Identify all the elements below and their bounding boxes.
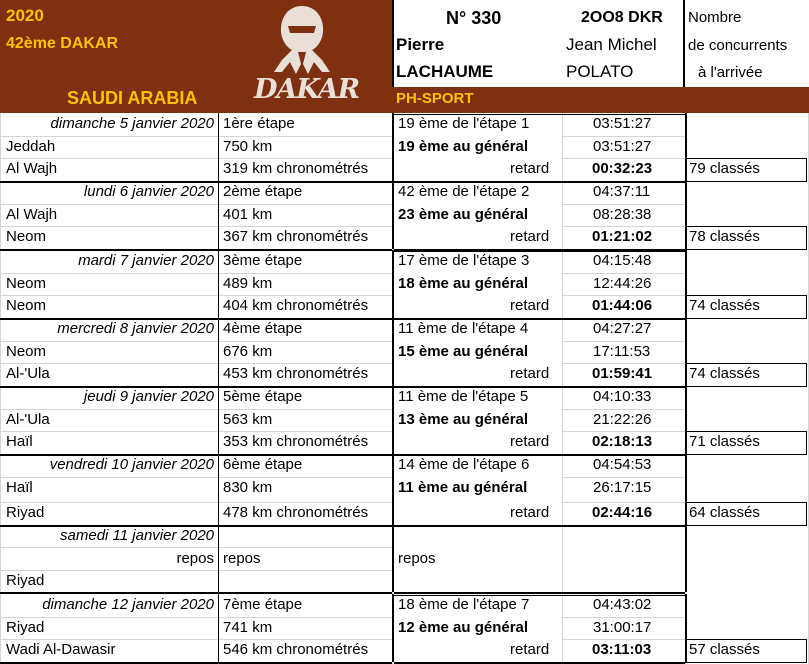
grid-line [0, 341, 392, 342]
stage-6-from: Haïl [6, 479, 33, 496]
box-border [685, 662, 807, 663]
stage-6-date: vendredi 10 janvier 2020 [49, 456, 214, 473]
stage-3-retard-label: retard [510, 297, 550, 314]
box-border [394, 525, 685, 527]
box-border [806, 226, 807, 249]
box-border [806, 363, 807, 386]
stage-4-stage-time: 04:27:27 [593, 320, 652, 337]
stage-5-timed-distance: 353 km chronométrés [223, 433, 369, 450]
stage-1-to: Al Wajh [6, 160, 58, 177]
grid-line [0, 570, 392, 571]
grid-line [0, 204, 392, 205]
stage-6-distance: 830 km [223, 479, 273, 496]
box-border [392, 318, 394, 386]
stage-4-stage: 4ème étape [223, 320, 303, 337]
stage-3-general-rank: 18 ème au général [398, 275, 529, 292]
grid-line [0, 409, 392, 410]
box-border [392, 250, 394, 318]
stage-1-classified: 79 classés [689, 160, 760, 177]
stage-7-retard: 03:11:03 [592, 641, 652, 658]
box-border [685, 386, 687, 454]
grid-line [0, 617, 392, 618]
year-label: 2020 [6, 6, 44, 25]
box-border [392, 181, 394, 249]
stage-6-stage-time: 04:54:53 [593, 456, 652, 473]
grid-line [562, 113, 563, 664]
stage-1-timed-distance: 319 km chronométrés [223, 160, 369, 177]
stage-5-general-rank: 13 ème au général [398, 411, 529, 428]
finishers-title-3: à l'arrivée [698, 64, 763, 81]
col-border [218, 524, 219, 592]
stage-7-stage-time: 04:43:02 [593, 596, 652, 613]
box-border [685, 181, 687, 249]
row-separator [0, 592, 392, 594]
codriver-lastname: POLATO [566, 62, 634, 81]
stage-4-general-time: 17:11:53 [593, 343, 651, 360]
box-border [685, 318, 807, 319]
stage-2-stage-time: 04:37:11 [593, 183, 651, 200]
stage-2-retard-label: retard [510, 228, 550, 245]
stage-1-distance: 750 km [223, 138, 273, 155]
country-label: SAUDI ARABIA [67, 88, 198, 108]
stage-4-date: mercredi 8 janvier 2020 [57, 320, 214, 337]
stage-5-from: Al-'Ula [6, 411, 50, 428]
stage-7-stage-rank: 18 ème de l'étape 7 [398, 596, 530, 613]
stage-6-general-rank: 11 ème au général [398, 479, 528, 496]
box-border [685, 525, 807, 526]
stage-2-stage-rank: 42 ème de l'étape 2 [398, 183, 530, 200]
dakar-logo [252, 2, 360, 108]
stage-2-from: Al Wajh [6, 206, 58, 223]
stage-3-from: Neom [6, 275, 47, 292]
stage-7-to: Wadi Al-Dawasir [6, 641, 116, 658]
stage-3-retard: 01:44:06 [592, 297, 653, 314]
box-border [392, 524, 394, 592]
stage-6-retard: 02:44:16 [592, 504, 653, 521]
vehicle-code: 2OO8 DKR [581, 9, 663, 26]
stage-7-from: Riyad [6, 619, 45, 636]
box-border [685, 249, 807, 250]
rest-place: Riyad [6, 572, 45, 589]
stage-1-retard: 00:32:23 [592, 160, 653, 177]
stage-2-to: Neom [6, 228, 47, 245]
stage-4-to: Al-'Ula [6, 365, 50, 382]
box-border [685, 454, 807, 455]
stage-6-timed-distance: 478 km chronométrés [223, 504, 369, 521]
stage-6-to: Riyad [6, 504, 45, 521]
codriver-firstname: Jean Michel [566, 35, 657, 54]
col-border [218, 318, 219, 386]
stage-4-from: Neom [6, 343, 47, 360]
stage-5-date: jeudi 9 janvier 2020 [83, 388, 214, 405]
stage-7-general-time: 31:00:17 [593, 619, 652, 636]
stage-5-classified: 71 classés [689, 433, 760, 450]
stage-4-timed-distance: 453 km chronométrés [223, 365, 369, 382]
stage-3-classified: 74 classés [689, 297, 760, 314]
col-border [218, 113, 219, 181]
stage-5-stage-time: 04:10:33 [593, 388, 652, 405]
stage-2-classified: 78 classés [689, 228, 760, 245]
box-border [392, 113, 394, 181]
rest-date: samedi 11 janvier 2020 [60, 527, 214, 544]
stage-3-date: mardi 7 janvier 2020 [78, 252, 214, 269]
box-border [806, 158, 807, 181]
stage-7-stage: 7ème étape [223, 596, 303, 613]
stage-3-distance: 489 km [223, 275, 273, 292]
finishers-title-2: de concurrents [688, 37, 788, 54]
stage-3-timed-distance: 404 km chronométrés [223, 297, 369, 314]
grid-line [0, 136, 392, 137]
stage-4-stage-rank: 11 ème de l'étape 4 [398, 320, 529, 337]
box-border [392, 386, 394, 454]
driver-firstname: Pierre [396, 35, 445, 54]
stage-1-stage-rank: 19 ème de l'étape 1 [398, 115, 530, 132]
col-border [218, 181, 219, 249]
stage-1-date: dimanche 5 janvier 2020 [50, 115, 214, 132]
stage-1-from: Jeddah [6, 138, 56, 155]
col-border [218, 250, 219, 318]
grid-line [0, 547, 392, 548]
stage-5-general-time: 21:22:26 [593, 411, 652, 428]
box-border [806, 295, 807, 318]
logo-text: DAKAR [254, 74, 360, 105]
stage-5-distance: 563 km [223, 411, 273, 428]
stage-4-classified: 74 classés [689, 365, 760, 382]
stage-2-general-rank: 23 ème au général [398, 206, 529, 223]
stage-7-general-rank: 12 ème au général [398, 619, 529, 636]
rest-label-a: repos [176, 550, 214, 567]
stage-2-general-time: 08:28:38 [593, 206, 652, 223]
stage-3-stage-rank: 17 ème de l'étape 3 [398, 252, 530, 269]
header-right-band [685, 87, 809, 113]
box-border [685, 386, 807, 387]
stage-7-retard-label: retard [510, 641, 550, 658]
box-border [806, 639, 807, 662]
stage-1-general-time: 03:51:27 [593, 138, 652, 155]
box-border [392, 594, 394, 662]
box-border [392, 454, 394, 525]
stage-7-distance: 741 km [223, 619, 273, 636]
finishers-title-1: Nombre [688, 9, 742, 26]
col-border [218, 454, 219, 525]
stage-4-retard-label: retard [510, 365, 550, 382]
stage-6-stage: 6ème étape [223, 456, 303, 473]
stage-6-general-time: 26:17:15 [593, 479, 652, 496]
grid-line [0, 273, 392, 274]
stage-3-general-time: 12:44:26 [593, 275, 652, 292]
stage-5-stage: 5ème étape [223, 388, 303, 405]
stage-7-timed-distance: 546 km chronométrés [223, 641, 369, 658]
box-border [394, 592, 685, 594]
stage-7-date: dimanche 12 janvier 2020 [42, 596, 214, 613]
box-border [685, 318, 687, 386]
stage-5-to: Haïl [6, 433, 33, 450]
stage-3-to: Neom [6, 297, 47, 314]
stage-2-retard: 01:21:02 [592, 228, 653, 245]
stage-6-retard-label: retard [510, 504, 550, 521]
col-border [218, 594, 219, 662]
stage-1-general-rank: 19 ème au général [398, 138, 529, 155]
rest-label-b: repos [223, 550, 261, 567]
stage-3-stage: 3ème étape [223, 252, 303, 269]
stage-1-stage-time: 03:51:27 [593, 115, 652, 132]
rest-label-c: repos [398, 550, 436, 567]
box-border [685, 524, 687, 592]
stage-3-stage-time: 04:15:48 [593, 252, 652, 269]
vehicle-number: N° 330 [446, 8, 502, 28]
stage-2-distance: 401 km [223, 206, 273, 223]
stage-6-classified: 64 classés [689, 504, 760, 521]
stage-7-classified: 57 classés [689, 641, 760, 658]
stage-2-stage: 2ème étape [223, 183, 303, 200]
stage-6-stage-rank: 14 ème de l'étape 6 [398, 456, 530, 473]
box-border [806, 431, 807, 454]
stage-1-stage: 1ère étape [223, 115, 295, 132]
box-border [685, 250, 687, 318]
box-border [806, 502, 807, 525]
stage-4-general-rank: 15 ème au général [398, 343, 529, 360]
box-border [685, 113, 687, 181]
stage-5-retard-label: retard [510, 433, 550, 450]
col-border [218, 386, 219, 454]
stage-4-distance: 676 km [223, 343, 273, 360]
stage-4-retard: 01:59:41 [592, 365, 653, 382]
box-border [685, 181, 807, 182]
driver-lastname: LACHAUME [396, 62, 494, 81]
box-border [685, 594, 687, 662]
stage-2-date: lundi 6 janvier 2020 [83, 183, 214, 200]
stage-2-timed-distance: 367 km chronométrés [223, 228, 369, 245]
box-border [685, 454, 687, 525]
stage-5-stage-rank: 11 ème de l'étape 5 [398, 388, 529, 405]
edition-label: 42ème DAKAR [6, 35, 119, 52]
stage-1-retard-label: retard [510, 160, 550, 177]
stage-5-retard: 02:18:13 [592, 433, 653, 450]
team-label: PH-SPORT [396, 90, 474, 107]
grid-line [0, 477, 392, 478]
